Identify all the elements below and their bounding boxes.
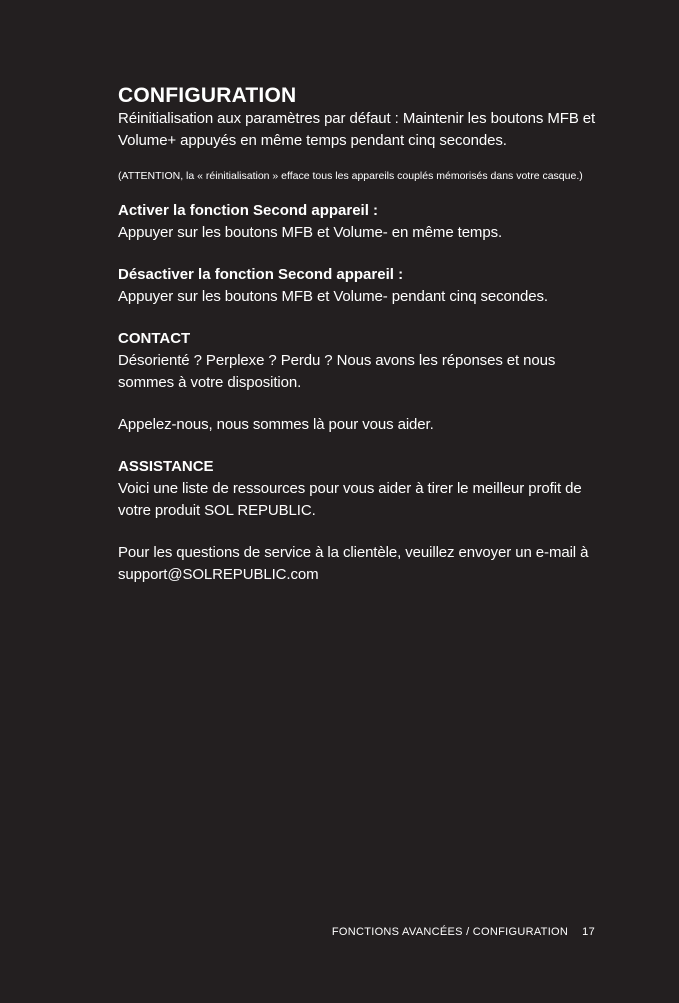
contact-call-text: Appelez-nous, nous sommes là pour vous aider. [118, 416, 434, 433]
contact-line1: Désorienté ? Perplexe ? Perdu ? Nous avons les réponses et nous [118, 352, 556, 369]
service-line1: Pour les questions de service à la clientèle, veuillez envoyer un e-mail à [118, 544, 589, 561]
assistance-line1: Voici une liste de ressources pour vous aider à tirer le meilleur profit de [118, 480, 582, 497]
configuration-heading: CONFIGURATION [118, 84, 297, 107]
reset-instruction-line1: Réinitialisation aux paramètres par défaut : Maintenir les boutons MFB et [118, 110, 596, 127]
activate-second-device-text: Appuyer sur les boutons MFB et Volume- en même temps. [118, 224, 503, 241]
attention-note: (ATTENTION, la « réinitialisation » efface tous les appareils couplés mémorisés dans votre casque.) [118, 170, 583, 182]
deactivate-second-device-heading: Désactiver la fonction Second appareil : [118, 266, 404, 283]
page-content [118, 84, 598, 586]
page-footer [332, 926, 595, 938]
assistance-line2: votre produit SOL REPUBLIC. [118, 502, 316, 519]
deactivate-second-device-text: Appuyer sur les boutons MFB et Volume- pendant cinq secondes. [118, 288, 548, 305]
footer-section-label: FONCTIONS AVANCÉES / CONFIGURATION [331, 926, 569, 938]
activate-second-device-heading: Activer la fonction Second appareil : [118, 202, 379, 219]
contact-line2: sommes à votre disposition. [118, 374, 302, 391]
contact-heading: CONTACT [118, 330, 191, 347]
page-number: 17 [582, 926, 595, 938]
reset-instruction-line2: Volume+ appuyés en même temps pendant cinq secondes. [118, 132, 507, 149]
support-email: support@SOLREPUBLIC.com [118, 566, 319, 583]
assistance-heading: ASSISTANCE [118, 458, 214, 475]
